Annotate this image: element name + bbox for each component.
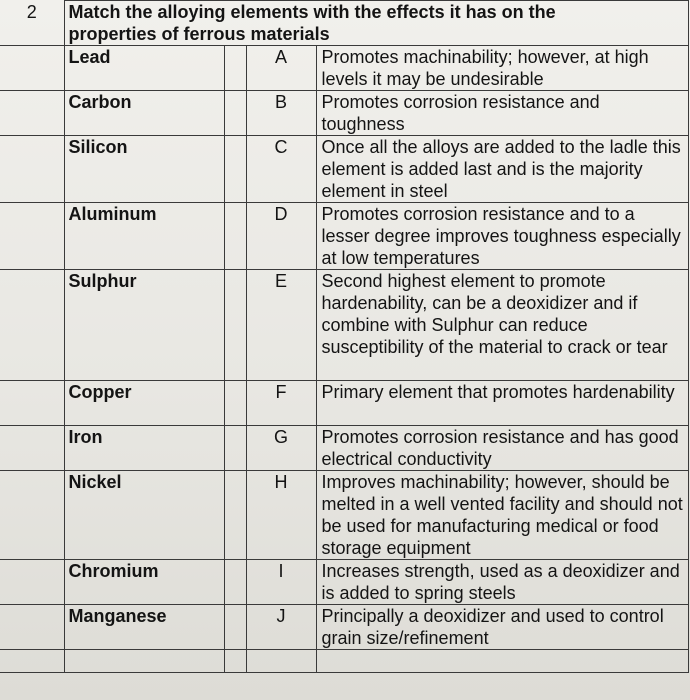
answer-cell[interactable] (224, 203, 246, 270)
blank-cell (0, 46, 64, 91)
empty-cell (0, 650, 64, 673)
option-letter: F (246, 381, 316, 426)
empty-cell (316, 650, 688, 673)
option-letter: G (246, 426, 316, 471)
table-row (0, 203, 688, 270)
answer-cell[interactable] (224, 605, 246, 650)
blank-cell (0, 426, 64, 471)
element-name: Lead (64, 46, 224, 91)
element-name: Iron (64, 426, 224, 471)
answer-cell[interactable] (224, 471, 246, 560)
table-row (0, 471, 688, 560)
blank-cell (0, 203, 64, 270)
title-row-2 (0, 23, 688, 46)
option-effect: Second highest element to promote hardenability, can be a deoxidizer and if combine with Sulphur can reduce susceptibility of the material to crack or tear (316, 270, 688, 381)
option-letter: J (246, 605, 316, 650)
option-effect: Promotes machinability; however, at high levels it may be undesirable (316, 46, 688, 91)
option-letter: D (246, 203, 316, 270)
option-effect: Once all the alloys are added to the ladle this element is added last and is the majority element in steel (316, 136, 688, 203)
option-effect: Improves machinability; however, should be melted in a well vented facility and should not be used for manufacturing medical or food storage equipment (316, 471, 688, 560)
element-name: Nickel (64, 471, 224, 560)
table-row (0, 91, 688, 136)
blank-cell (0, 270, 64, 381)
option-effect: Promotes corrosion resistance and has good electrical conductivity (316, 426, 688, 471)
option-letter: B (246, 91, 316, 136)
answer-cell[interactable] (224, 136, 246, 203)
option-letter: I (246, 560, 316, 605)
option-effect: Promotes corrosion resistance and toughness (316, 91, 688, 136)
option-effect: Increases strength, used as a deoxidizer and is added to spring steels (316, 560, 688, 605)
table-row (0, 605, 688, 650)
title-row (0, 1, 688, 24)
option-effect: Primary element that promotes hardenability (316, 381, 688, 426)
element-name: Manganese (64, 605, 224, 650)
question-number: 2 (0, 1, 64, 46)
empty-cell (224, 650, 246, 673)
table-row (0, 136, 688, 203)
table-row (0, 381, 688, 426)
element-name: Carbon (64, 91, 224, 136)
blank-cell (0, 471, 64, 560)
blank-cell (0, 560, 64, 605)
option-letter: C (246, 136, 316, 203)
element-name: Silicon (64, 136, 224, 203)
blank-cell (0, 605, 64, 650)
table-row (0, 560, 688, 605)
element-name: Aluminum (64, 203, 224, 270)
element-name: Copper (64, 381, 224, 426)
option-letter: A (246, 46, 316, 91)
option-effect: Principally a deoxidizer and used to control grain size/refinement (316, 605, 688, 650)
blank-cell (0, 91, 64, 136)
answer-cell[interactable] (224, 426, 246, 471)
answer-cell[interactable] (224, 91, 246, 136)
answer-cell[interactable] (224, 381, 246, 426)
empty-cell (246, 650, 316, 673)
question-title-line1: Match the alloying elements with the effects it has on the (64, 1, 688, 24)
option-letter: E (246, 270, 316, 381)
question-title-line2: properties of ferrous materials (64, 23, 688, 46)
option-letter: H (246, 471, 316, 560)
empty-cell (64, 650, 224, 673)
option-effect: Promotes corrosion resistance and to a lesser degree improves toughness especially at low temperatures (316, 203, 688, 270)
answer-cell[interactable] (224, 560, 246, 605)
blank-cell (0, 136, 64, 203)
element-name: Chromium (64, 560, 224, 605)
answer-cell[interactable] (224, 270, 246, 381)
empty-row (0, 650, 688, 673)
answer-cell[interactable] (224, 46, 246, 91)
element-name: Sulphur (64, 270, 224, 381)
table-row (0, 46, 688, 91)
blank-cell (0, 381, 64, 426)
table-row (0, 270, 688, 381)
table-row (0, 426, 688, 471)
